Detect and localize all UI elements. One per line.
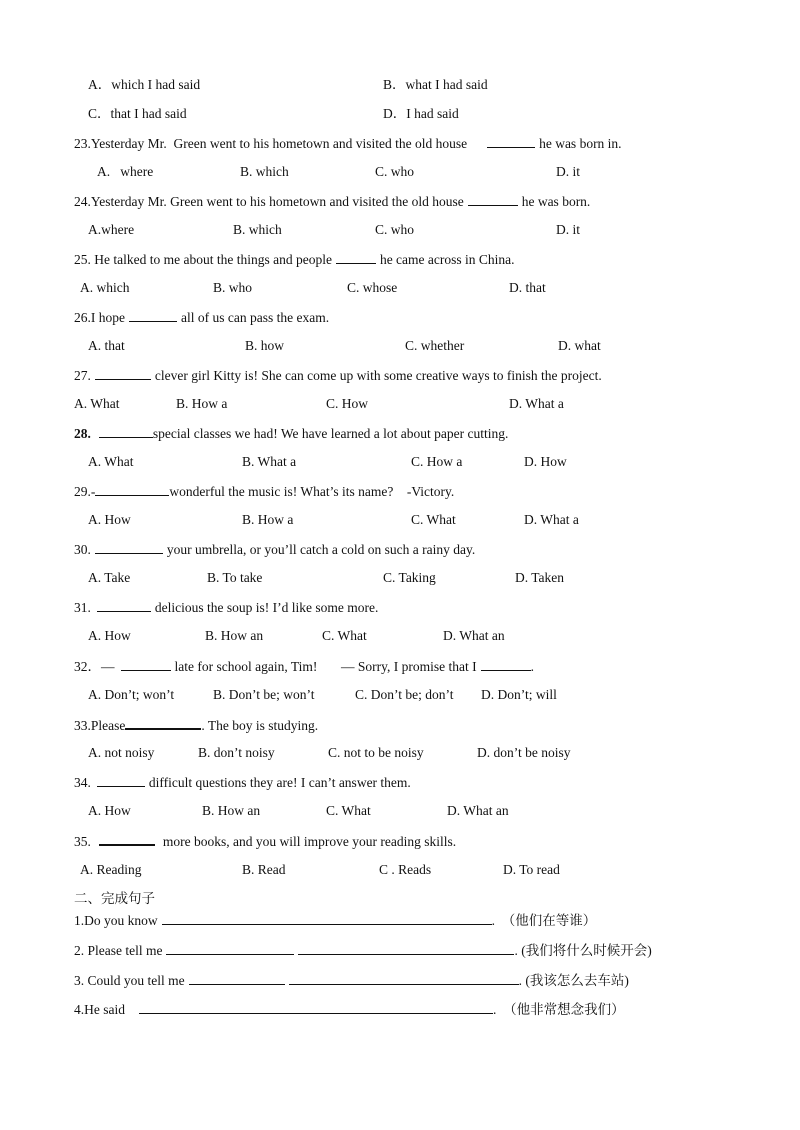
completion-sentence: 2. Please tell me . (我们将什么时候开会) xyxy=(74,940,652,961)
option-d[interactable]: D. To read xyxy=(503,862,560,877)
option-d: D．I had said xyxy=(383,106,459,121)
option-b[interactable]: B. which xyxy=(240,164,289,179)
option-b[interactable]: B. How an xyxy=(202,803,261,818)
question-24 xyxy=(0,191,800,211)
completion-sentence: 4.He said . （他非常想念我们） xyxy=(74,999,625,1020)
answer-blank[interactable] xyxy=(95,539,163,554)
completion-item-2 xyxy=(0,940,800,960)
option-d[interactable]: D. What an xyxy=(443,628,505,643)
option-c[interactable]: C. What xyxy=(326,803,371,818)
question-stem: 29.- wonderful the music is! What’s its name? -Victory. xyxy=(74,481,454,502)
option-a[interactable]: A. How xyxy=(88,628,131,643)
option-c[interactable]: C. who xyxy=(375,222,415,237)
question-stem: 30. your umbrella, or you’ll catch a cold on such a rainy day. xyxy=(74,539,475,560)
option-b[interactable]: B. Don’t be; won’t xyxy=(213,687,315,702)
option-b[interactable]: B. Read xyxy=(242,862,286,877)
option-d[interactable]: D. don’t be noisy xyxy=(477,745,571,760)
answer-blank[interactable] xyxy=(487,133,535,148)
option-b[interactable]: B. don’t noisy xyxy=(198,745,275,760)
question-stem: 27. clever girl Kitty is! She can come up with some creative ways to finish the project. xyxy=(74,365,602,386)
option-a[interactable]: A. not noisy xyxy=(88,745,155,760)
question-31 xyxy=(0,597,800,617)
question-28-options xyxy=(0,452,800,472)
question-34-options xyxy=(0,801,800,821)
option-b[interactable]: B. how xyxy=(245,338,285,353)
option-d[interactable]: D. Taken xyxy=(515,570,565,585)
option-c[interactable]: C. How a xyxy=(411,454,463,469)
option-b[interactable]: B. How a xyxy=(242,512,294,527)
question-stem: 34. difficult questions they are! I can’t answer them. xyxy=(74,772,411,793)
question-32 xyxy=(0,656,800,676)
option-d[interactable]: D. it xyxy=(556,164,581,179)
question-stem: 26.I hope all of us can pass the exam. xyxy=(74,307,329,328)
question-25 xyxy=(0,249,800,269)
answer-blank[interactable] xyxy=(166,940,294,955)
option-c[interactable]: C. not to be noisy xyxy=(328,745,424,760)
option-d[interactable]: D. What an xyxy=(447,803,509,818)
question-stem: 24.Yesterday Mr. Green went to his hometown and visited the old house he was born. xyxy=(74,191,590,212)
option-a[interactable]: A. Don’t; won’t xyxy=(88,687,175,702)
option-b[interactable]: B. What a xyxy=(242,454,297,469)
question-27 xyxy=(0,365,800,385)
question-29-options xyxy=(0,510,800,530)
option-d[interactable]: D. Don’t; will xyxy=(481,687,557,702)
completion-sentence: 3. Could you tell me . (我该怎么去车站) xyxy=(74,970,629,991)
section-2-heading-row xyxy=(0,889,800,909)
option-c[interactable]: C. What xyxy=(411,512,456,527)
question-26-options xyxy=(0,336,800,356)
option-a[interactable]: A. that xyxy=(88,338,125,353)
question-stem: 32．— late for school again, Tim! — Sorry, I promise that I . xyxy=(74,656,534,677)
question-33 xyxy=(0,714,800,734)
option-a[interactable]: A. which xyxy=(80,280,130,295)
question-24-options xyxy=(0,220,800,240)
option-b[interactable]: B. How a xyxy=(176,396,228,411)
option-d[interactable]: D. what xyxy=(558,338,601,353)
option-a[interactable]: A. Reading xyxy=(80,862,142,877)
question-stem: 33.Please . The boy is studying. xyxy=(74,714,318,736)
answer-blank[interactable] xyxy=(129,307,177,322)
option-c[interactable]: C. whether xyxy=(405,338,465,353)
option-a[interactable]: A. What xyxy=(88,454,134,469)
option-b[interactable]: B. To take xyxy=(207,570,263,585)
option-b[interactable]: B. who xyxy=(213,280,253,295)
question-stem: 35. more books, and you will improve your reading skills. xyxy=(74,830,456,852)
answer-blank[interactable] xyxy=(139,999,493,1014)
option-a[interactable]: A. where xyxy=(97,164,154,179)
option-a[interactable]: A. What xyxy=(74,396,120,411)
answer-blank[interactable] xyxy=(95,365,151,380)
answer-blank[interactable] xyxy=(336,249,376,264)
section-heading: 二、完成句子 xyxy=(74,891,155,906)
question-25-options xyxy=(0,278,800,298)
question-27-options xyxy=(0,394,800,414)
question-33-options xyxy=(0,743,800,763)
question-number: 28. xyxy=(74,426,91,441)
option-d[interactable]: D. What a xyxy=(524,512,579,527)
answer-blank[interactable] xyxy=(99,423,153,438)
option-a[interactable]: A.where xyxy=(88,222,135,237)
question-30-options xyxy=(0,568,800,588)
answer-blank[interactable] xyxy=(162,910,492,925)
answer-blank[interactable] xyxy=(97,597,151,612)
option-a[interactable]: A. Take xyxy=(88,570,131,585)
option-d[interactable]: D. it xyxy=(556,222,581,237)
carry-over-options-row-1 xyxy=(0,75,800,95)
option-d[interactable]: D. How xyxy=(524,454,567,469)
option-b: B．what I had said xyxy=(383,77,488,92)
completion-sentence: 1.Do you know . （他们在等谁） xyxy=(74,910,596,931)
question-23 xyxy=(0,133,800,153)
option-c[interactable]: C. Don’t be; don’t xyxy=(355,687,454,702)
question-stem: 25. He talked to me about the things and people he came across in China. xyxy=(74,249,515,270)
option-c: C．that I had said xyxy=(88,106,187,121)
question-35-options xyxy=(0,860,800,880)
answer-blank[interactable] xyxy=(289,970,519,985)
question-stem: 28. special classes we had! We have learned a lot about paper cutting. xyxy=(74,423,508,444)
question-29 xyxy=(0,481,800,501)
question-32-options xyxy=(0,685,800,705)
answer-blank[interactable] xyxy=(125,714,201,730)
option-c[interactable]: C . Reads xyxy=(379,862,432,877)
question-31-options xyxy=(0,626,800,646)
answer-blank[interactable] xyxy=(97,772,145,787)
question-30 xyxy=(0,539,800,559)
carry-over-options-row-2 xyxy=(0,104,800,124)
completion-item-3 xyxy=(0,970,800,990)
question-23-options xyxy=(0,162,800,182)
option-c[interactable]: C. whose xyxy=(347,280,398,295)
option-c[interactable]: C. Taking xyxy=(383,570,436,585)
answer-blank[interactable] xyxy=(298,940,514,955)
completion-item-4 xyxy=(0,999,800,1019)
completion-item-1 xyxy=(0,910,800,930)
answer-blank[interactable] xyxy=(481,656,531,671)
answer-blank[interactable] xyxy=(95,481,169,496)
option-d[interactable]: D. What a xyxy=(509,396,564,411)
option-b[interactable]: B. How an xyxy=(205,628,264,643)
question-35 xyxy=(0,830,800,850)
option-c[interactable]: C. How xyxy=(326,396,369,411)
question-34 xyxy=(0,772,800,792)
option-a: A．which I had said xyxy=(88,77,201,92)
answer-blank[interactable] xyxy=(99,830,155,846)
option-c[interactable]: C. What xyxy=(322,628,367,643)
question-28 xyxy=(0,423,800,443)
option-b[interactable]: B. which xyxy=(233,222,282,237)
option-c[interactable]: C. who xyxy=(375,164,415,179)
option-a[interactable]: A. How xyxy=(88,803,131,818)
answer-blank[interactable] xyxy=(189,970,285,985)
question-stem: 23.Yesterday Mr. Green went to his hometown and visited the old house he was born in. xyxy=(74,133,622,154)
answer-blank[interactable] xyxy=(468,191,518,206)
option-d[interactable]: D. that xyxy=(509,280,546,295)
question-26 xyxy=(0,307,800,327)
answer-blank[interactable] xyxy=(121,656,171,671)
option-a[interactable]: A. How xyxy=(88,512,131,527)
question-stem: 31. delicious the soup is! I’d like some more. xyxy=(74,597,378,618)
